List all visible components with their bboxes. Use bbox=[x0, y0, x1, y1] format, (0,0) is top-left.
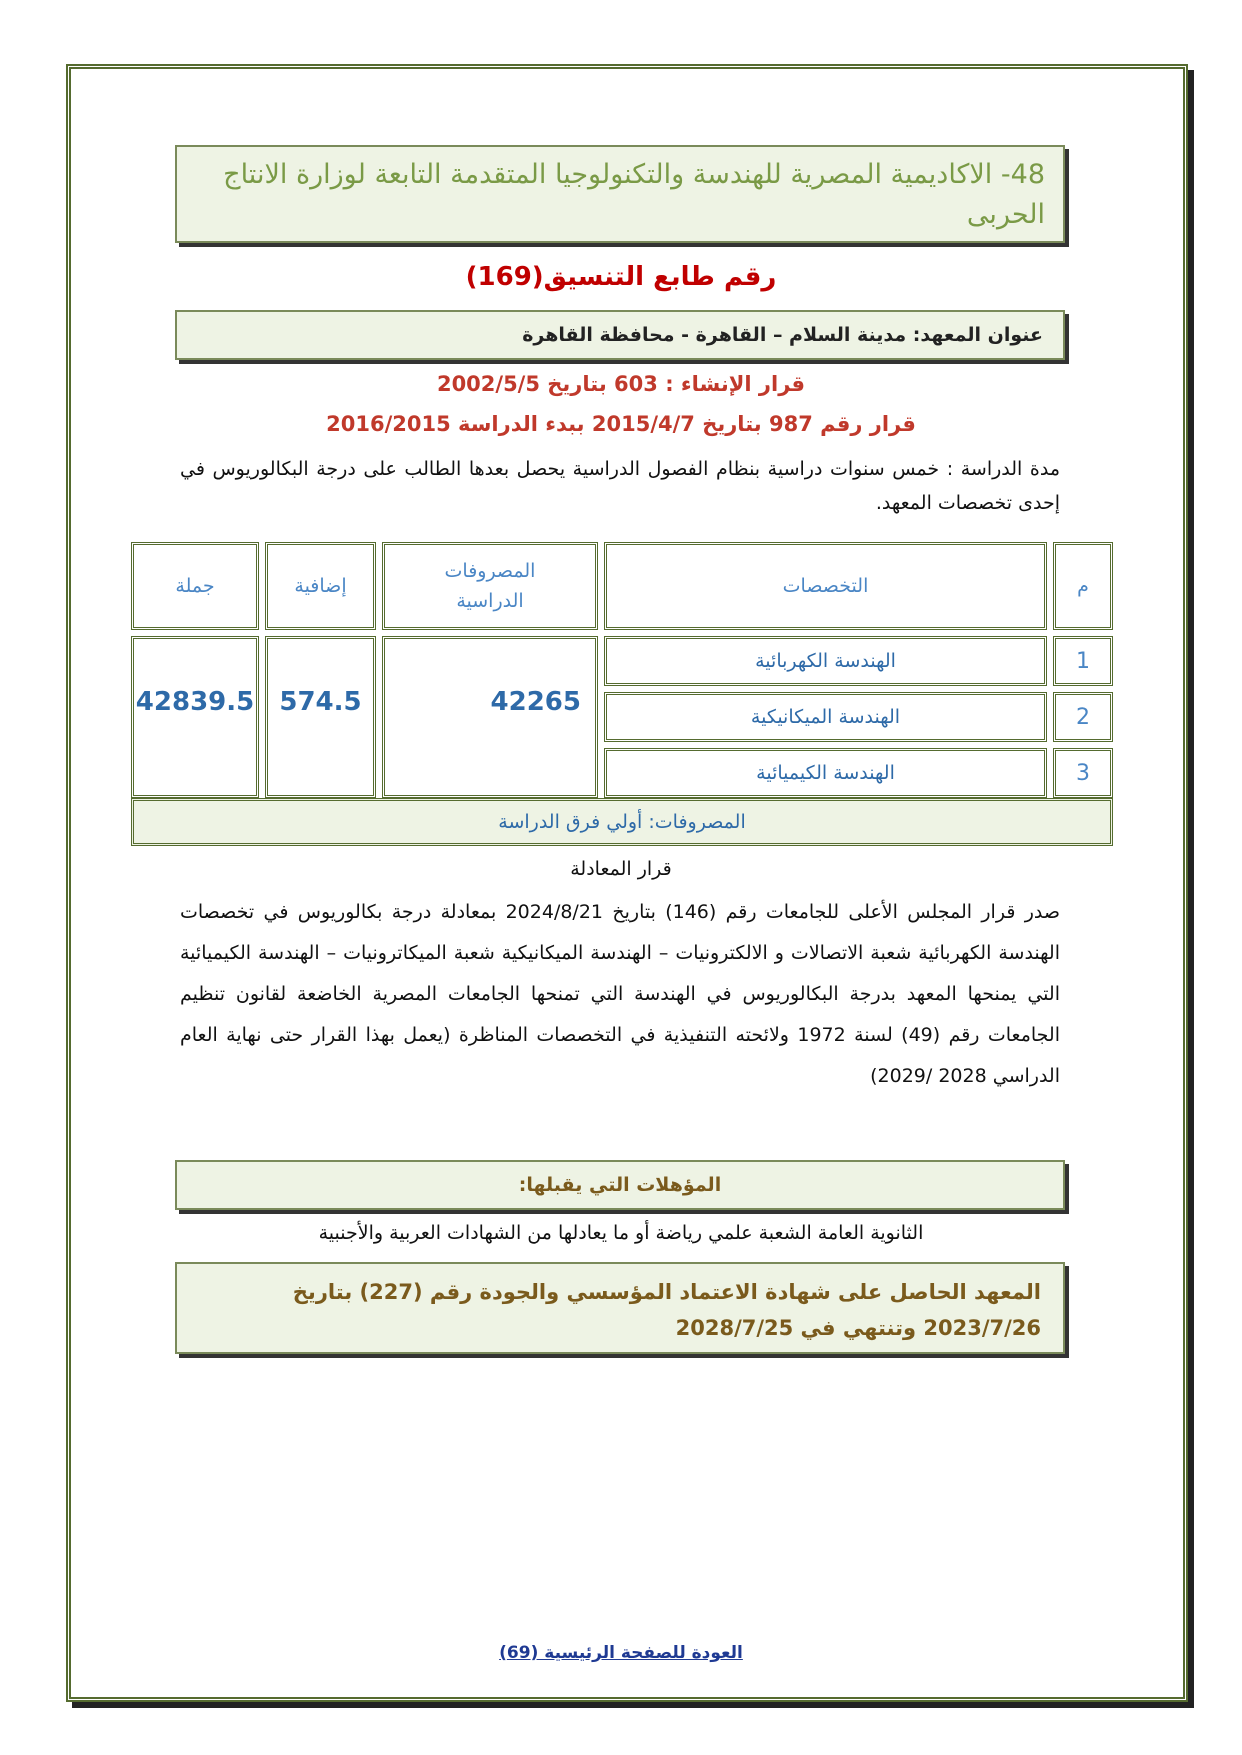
back-to-home-link[interactable]: العودة للصفحة الرئيسية (69) bbox=[499, 1643, 743, 1663]
row-specialization: الهندسة الكهربائية bbox=[604, 636, 1047, 686]
total-value: 42839.5 bbox=[131, 636, 259, 798]
header-total: جملة bbox=[131, 542, 259, 630]
header-additional: إضافية bbox=[265, 542, 376, 630]
header-tuition: المصروفات الدراسية bbox=[382, 542, 598, 630]
row-no: 3 bbox=[1053, 748, 1113, 798]
qualifications-heading: المؤهلات التي يقبلها: bbox=[175, 1160, 1065, 1210]
study-duration: مدة الدراسة : خمس سنوات دراسية بنظام الفصول الدراسية يحصل بعدها الطالب على درجة البكالوريوس في إحدى تخصصات المعهد. bbox=[180, 458, 1060, 514]
row-specialization: الهندسة الميكانيكية bbox=[604, 692, 1047, 742]
qualifications-text: الثانوية العامة الشعبة علمي رياضة أو ما يعادلها من الشهادات العربية والأجنبية bbox=[318, 1222, 924, 1244]
accreditation-box: المعهد الحاصل على شهادة الاعتماد المؤسسي والجودة رقم (227) بتاريخ 2023/7/26 وتنتهي في 2028/7/25 bbox=[175, 1262, 1065, 1354]
study-start-decree: قرار رقم 987 بتاريخ 2015/4/7 ببدء الدراسة 2016/2015 bbox=[326, 412, 916, 436]
coordination-code: رقم طابع التنسيق(169) bbox=[465, 262, 777, 292]
equivalence-heading: قرار المعادلة bbox=[570, 858, 672, 880]
institute-title: 48- الاكاديمية المصرية للهندسة والتكنولوجيا المتقدمة التابعة لوزارة الانتاج الحربى bbox=[175, 145, 1065, 243]
fees-note: المصروفات: أولي فرق الدراسة bbox=[131, 798, 1113, 846]
institute-address: عنوان المعهد: مدينة السلام – القاهرة - محافظة القاهرة bbox=[175, 310, 1065, 360]
establishment-decree: قرار الإنشاء : 603 بتاريخ 2002/5/5 bbox=[436, 372, 806, 396]
tuition-value: 42265 bbox=[382, 636, 598, 798]
header-specializations: التخصصات bbox=[604, 542, 1047, 630]
row-no: 1 bbox=[1053, 636, 1113, 686]
header-no: م bbox=[1053, 542, 1113, 630]
row-specialization: الهندسة الكيميائية bbox=[604, 748, 1047, 798]
equivalence-text: صدر قرار المجلس الأعلى للجامعات رقم (146) بتاريخ 2024/8/21 بمعادلة درجة بكالوريوس في تخصصات الهندسة الكهربائية شعبة الاتصالات و الالكترونيات – الهندسة الميكانيكية شعبة الميكاترونيات – الهندسة الكيميائية التي يمنحها المعهد بدرجة البكالوريوس في الهندسة التي تمنحها الجامعات المصرية الخاضعة لقانون تنظيم الجامعات رقم (49) لسنة 1972 ولائحته التنفيذية في التخصصات المناظرة (يعمل بهذا القرار حتى نهاية العام الدراسي 2028 /2029) bbox=[180, 901, 1060, 1087]
additional-value: 574.5 bbox=[265, 636, 376, 798]
row-no: 2 bbox=[1053, 692, 1113, 742]
